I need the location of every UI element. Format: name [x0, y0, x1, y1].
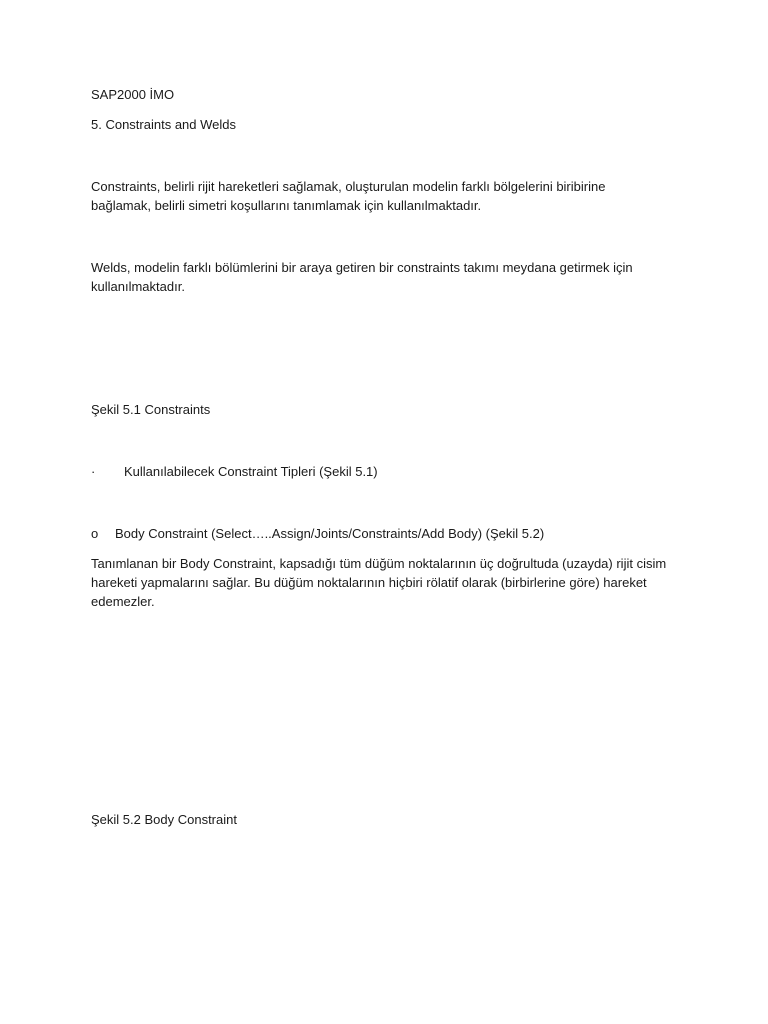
welds-paragraph-line-1: Welds, modelin farklı bölümlerini bir araya getiren bir constraints takımı meydana getirmek için — [91, 260, 633, 275]
welds-paragraph-line-2: kullanılmaktadır. — [91, 279, 185, 294]
sub-bullet-marker: o — [91, 526, 99, 541]
sub-bullet-body-constraint: Body Constraint (Select…..Assign/Joints/Constraints/Add Body) (Şekil 5.2) — [115, 526, 545, 541]
section-heading: 5. Constraints and Welds — [91, 117, 236, 132]
figure-caption-5-1: Şekil 5.1 Constraints — [91, 402, 211, 417]
bullet-marker: · — [91, 464, 96, 479]
document-title: SAP2000 İMO — [91, 87, 175, 102]
figure-caption-5-2: Şekil 5.2 Body Constraint — [91, 812, 237, 827]
constraints-paragraph-line-2: bağlamak, belirli simetri koşullarını tanımlamak için kullanılmaktadır. — [91, 198, 482, 213]
constraints-paragraph-line-1: Constraints, belirli rijit hareketleri sağlamak, oluşturulan modelin farklı bölgelerini biribirine — [91, 179, 606, 194]
body-constraint-line-1: Tanımlanan bir Body Constraint, kapsadığı tüm düğüm noktalarının üç doğrultuda (uzayda) rijit cisim — [91, 556, 667, 571]
bullet-item-constraint-types: Kullanılabilecek Constraint Tipleri (Şekil 5.1) — [124, 464, 378, 479]
body-constraint-line-2: hareketi yapmalarını sağlar. Bu düğüm noktalarının hiçbiri rölatif olarak (birbirlerine göre) hareket — [91, 575, 647, 590]
body-constraint-line-3: edemezler. — [91, 594, 155, 609]
